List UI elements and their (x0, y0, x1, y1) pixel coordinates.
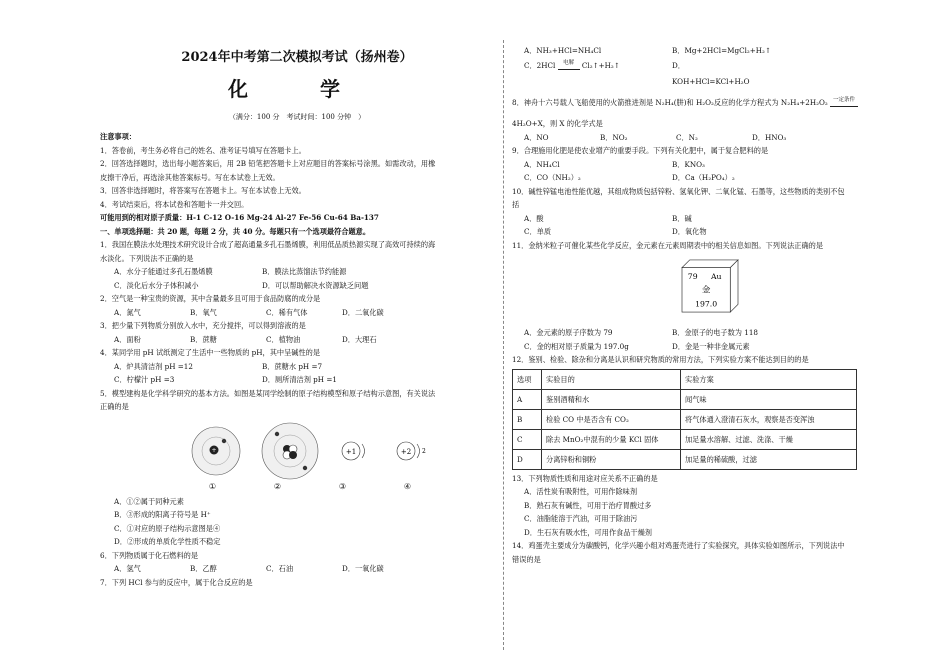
left-column (100, 44, 494, 589)
q8-option-a: A．NO (524, 132, 549, 142)
q14-stem: 14．鸡蛋壳主要成分为碳酸钙，化学兴趣小组对鸡蛋壳进行了实验探究，具体实验如图所示，下列说法中 (512, 541, 845, 550)
q3-option-a: A．面粉 (114, 334, 141, 344)
atomic-masses: 可能用到的相对原子质量：H-1 C-12 O-16 Mg-24 Al-27 Fe-56 Cu-64 Ba-137 (100, 213, 379, 222)
q5-options (100, 495, 494, 549)
q8-stem-cont: 4H₂O+X，则 X 的化学式是 (512, 119, 603, 128)
q8-stem (512, 96, 908, 110)
q10-option-a: A．酸 (524, 213, 544, 223)
table-row (513, 409, 857, 429)
q10-options (512, 212, 908, 239)
table-cell: 鉴别酒精和水 (542, 389, 681, 409)
atom-figure-labels (180, 482, 440, 491)
q5-option-d: D．②形成的单质化学性质不稳定 (114, 537, 221, 546)
q7-option-c-arrow (558, 60, 580, 72)
q2-option-b: B．氧气 (190, 307, 217, 317)
table-header-cell: 选项 (513, 369, 542, 389)
q7-electrolysis-label: 电解 (563, 59, 575, 66)
table-cell: C (513, 429, 542, 449)
notes-heading: 注意事项： (100, 132, 136, 141)
q4-option-b: B．蔗糖水 pH =7 (262, 361, 323, 371)
note-1: 1．答卷前，考生务必将自己的姓名、准考证号填写在答题卡上。 (100, 145, 306, 155)
atom-label-1: ① (208, 481, 217, 491)
exam-meta: （满分：100 分 考试时间：100 分钟 ） (228, 113, 366, 121)
q13-option-c: C．油脂能溶于汽油，可用于除油污 (524, 514, 638, 523)
q14-stem-cont: 错误的是 (512, 554, 541, 564)
atom-model-2 (259, 420, 321, 482)
q1-options (100, 265, 494, 292)
q8-condition-label: 一定条件 (833, 96, 856, 103)
q2-stem: 2．空气是一种宝贵的资源，其中含量最多且可用于食品防腐的成分是 (100, 294, 321, 303)
q11-option-a: A．金元素的原子序数为 79 (524, 328, 613, 337)
q7-option-c-left: C．2HCl (524, 60, 556, 70)
exam-subject: 化 学 (228, 77, 366, 101)
q4-stem: 4．某同学用 pH 试纸测定了生活中一些物质的 pH，其中呈碱性的是 (100, 348, 321, 357)
q10-stem-cont: 括 (512, 200, 520, 209)
atom-model-1 (188, 423, 244, 479)
q3-options (100, 333, 494, 347)
q6-option-b: B．乙醇 (190, 564, 217, 573)
table-header-cell: 实验目的 (542, 369, 681, 389)
q3-option-c: C．植物油 (266, 334, 301, 344)
q6-option-a: A．氢气 (114, 564, 141, 573)
q13-option-d: D．生石灰有吸水性，可用作食品干燥剂 (524, 527, 652, 537)
note-4: 4．考试结束后，将本试卷和答题卡一并交回。 (100, 199, 249, 209)
q9-stem: 9．合理施用化肥是使农业增产的重要手段。下列有关化肥中，属于复合肥料的是 (512, 146, 769, 155)
q6-options (100, 562, 494, 576)
right-column (512, 44, 908, 566)
q1-option-d: D．可以帮助解决水资源缺乏问题 (262, 280, 369, 290)
q1-option-c: C．淡化后水分子体积减小 (114, 280, 199, 290)
q6-option-c: C．石油 (266, 564, 294, 573)
q8-option-c: C．N₂ (676, 132, 698, 142)
q7-option-c-right: Cl₂↑+H₂↑ (581, 60, 620, 70)
gold-name: 金 (701, 285, 711, 296)
q4-options (100, 360, 494, 387)
table-cell: 检验 CO 中是否含有 CO₂ (542, 409, 681, 429)
table-cell: D (513, 449, 542, 469)
q1-option-a: A．水分子能通过多孔石墨烯膜 (114, 267, 213, 276)
table-header-row (513, 369, 857, 389)
q7-stem: 7．下列 HCl 参与的反应中，属于化合反应的是 (100, 577, 253, 587)
q8-option-d: D．HNO₃ (752, 132, 787, 142)
atom-4-charge: +2 (401, 447, 412, 456)
q5-stem: 5．模型建构是化学科学研究的基本方法。如图是某同学绘制的原子结构模型和原子结构示意图，有关说法 (100, 388, 436, 398)
q7-option-d (672, 58, 820, 90)
q5-option-a: A．①②属于同种元素 (114, 496, 184, 506)
q5-option-b: B．③形成的阳离子符号是 H⁺ (114, 510, 211, 519)
q8-stem-text: 8．神舟十六号载人飞船使用的火箭推进剂是 N₂H₄(肼)和 H₂O₂反应的化学方程式为 N₂H₄+2H₂O₂ (512, 97, 828, 107)
atom-label-4: ④ (403, 481, 412, 491)
table-cell: B (513, 409, 542, 429)
atom-label-2: ② (273, 481, 282, 491)
atom-3-charge: +1 (345, 447, 356, 456)
q11-stem: 11．金纳米粒子可催化某些化学反应，金元素在元素周期表中的相关信息如图。下列说法正确的是 (512, 240, 824, 250)
q4-option-d: D．厕所清洁剂 pH =1 (262, 375, 337, 384)
exam-title: 2024年中考第二次模拟考试（扬州卷） (181, 50, 413, 65)
gold-symbol: Au (710, 272, 722, 282)
table-row (513, 389, 857, 409)
gold-element-card (680, 258, 740, 314)
q3-option-b: B．蔗糖 (190, 334, 217, 344)
q5-stem-cont: 正确的是 (100, 402, 129, 411)
q11-option-b: B．金原子的电子数为 118 (672, 328, 758, 337)
svg-text:+: + (211, 446, 217, 454)
q7-option-d-label: D． (672, 60, 685, 70)
q4-option-c: C．柠檬汁 pH =3 (114, 375, 175, 384)
atom-models-figure (180, 420, 440, 482)
q13-option-a: A．活性炭有吸附性，可用作除味剂 (524, 487, 638, 496)
q9-option-b: B．KNO₃ (672, 159, 705, 169)
q1-stem-cont: 水淡化。下列说法不正确的是 (100, 253, 194, 263)
q11-options (512, 326, 908, 353)
q7-options (512, 44, 908, 90)
table-header-cell: 实验方案 (681, 369, 857, 389)
q8-option-b: B．NO₂ (600, 132, 628, 142)
q11-option-c: C．金的相对原子质量为 197.0g (524, 341, 629, 351)
q1-stem: 1．我国在膜法水处理技术研究设计合成了超高通量多孔石墨烯膜，利用低品质热源实现了高效可持续的海 (100, 240, 436, 249)
q12-stem: 12．鉴别、检验、除杂和分离是认识和研究物质的常用方法，下列实验方案不能达到目的的是 (512, 355, 809, 364)
q1-option-b: B．膜法比蒸馏法节约能源 (262, 267, 347, 276)
note-2-cont: 皮擦干净后，再选涂其他答案标号。写在本试卷上无效。 (100, 172, 280, 182)
section1-heading: 一、单项选择题：共 20 题，每题 2 分，共 40 分。每题只有一个选项最符合题意。 (100, 226, 371, 236)
note-3: 3．回答非选择题时，将答案写在答题卡上。写在本试卷上无效。 (100, 186, 306, 195)
q10-option-b: B．碱 (672, 213, 692, 223)
atom-diagram-3 (337, 436, 377, 466)
table-cell: 加足量水溶解、过滤、洗涤、干燥 (681, 429, 857, 449)
q5-option-c: C．①对应的原子结构示意图是④ (114, 523, 221, 533)
q13-option-b: B．熟石灰有碱性，可用于治疗胃酸过多 (524, 500, 652, 510)
q11-option-d: D．金是一种非金属元素 (672, 341, 750, 351)
table-cell: 分离锌粉和铜粉 (542, 449, 681, 469)
atom-4-shell-electrons: 2 (422, 447, 427, 455)
q3-stem: 3．把少量下列物质分别放入水中，充分搅拌，可以得到溶液的是 (100, 321, 306, 330)
q7-option-a: A．NH₃+HCl=NH₄Cl (524, 46, 602, 55)
table-cell: 将气体通入澄清石灰水，观察是否变浑浊 (681, 409, 857, 429)
q6-stem: 6．下列物质属于化石燃料的是 (100, 550, 199, 560)
q9-option-c: C．CO（NH₂）₂ (524, 173, 581, 182)
q2-option-d: D．二氧化碳 (342, 307, 384, 317)
q13-stem: 13．下列物质性质和用途对应关系不正确的是 (512, 473, 658, 483)
table-cell: 除去 MnO₂中混有的少量 KCl 固体 (542, 429, 681, 449)
q8-condition-arrow (830, 97, 858, 109)
q3-option-d: D．大理石 (342, 334, 377, 344)
table-row (513, 429, 857, 449)
table-row (513, 449, 857, 469)
table-cell: A (513, 389, 542, 409)
gold-atomic-number: 79 (687, 272, 698, 282)
q8-options (512, 131, 908, 145)
q7-option-c (524, 58, 672, 90)
q6-option-d: D．一氧化碳 (342, 564, 384, 573)
q9-option-d: D．Ca（H₂PO₄）₂ (672, 173, 735, 182)
q7-option-b: B．Mg+2HCl=MgCl₂+H₂↑ (672, 46, 771, 55)
table-cell: 闻气味 (681, 389, 857, 409)
q12-table (512, 369, 857, 470)
q7-option-d-equation: KOH+HCl=KCl+H₂O (672, 76, 750, 86)
q2-option-c: C．稀有气体 (266, 307, 308, 317)
gold-atomic-mass: 197.0 (695, 299, 718, 309)
q9-option-a: A．NH₄Cl (524, 159, 560, 169)
column-divider (503, 40, 504, 650)
note-2: 2．回答选择题时，选出每小题答案后，用 2B 铅笔把答题卡上对应题目的答案标号涂黑。如需改动，用橡 (100, 159, 436, 168)
q10-option-d: D．氧化物 (672, 227, 707, 236)
q10-stem: 10．碱性锌锰电池性能优越，其组成物质包括锌粉、氢氧化钾、二氧化锰、石墨等，这些物质的类别不包 (512, 186, 845, 196)
q2-options (100, 306, 494, 320)
q9-options (512, 158, 908, 185)
atom-label-3: ③ (338, 481, 347, 491)
q10-option-c: C．单质 (524, 227, 552, 236)
q4-option-a: A．炉具清洁剂 pH =12 (114, 361, 193, 371)
table-cell: 加足量的稀硫酸，过滤 (681, 449, 857, 469)
q13-options (512, 485, 908, 539)
q2-option-a: A．氮气 (114, 307, 141, 317)
atom-diagram-4 (392, 436, 432, 466)
